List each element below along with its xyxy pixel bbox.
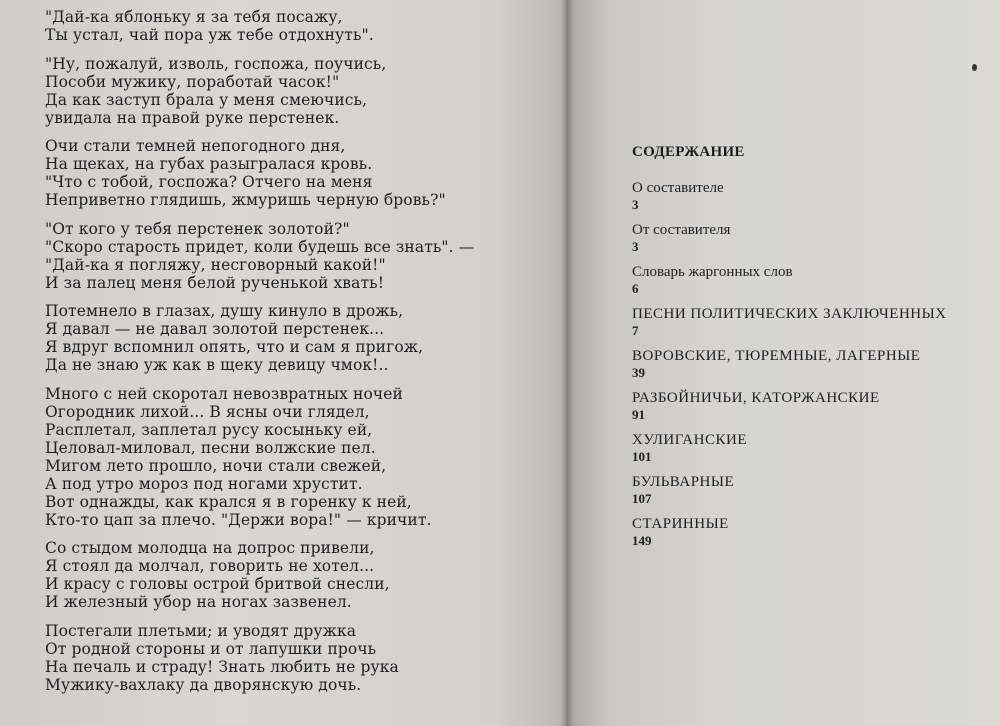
poem-line: увидала на правой руке перстенек. xyxy=(45,108,340,127)
poem-line: Мужику-вахлаку да дворянскую дочь. xyxy=(45,675,362,694)
poem-line: И красу с головы острой бритвой снесли, xyxy=(45,575,390,593)
poem-stanza xyxy=(45,302,535,374)
poem-line: А под утро мороз под ногами хрустит. xyxy=(45,474,363,493)
poem-line: Целовал-миловал, песни волжские пел. xyxy=(45,438,376,457)
toc-entry-page-number: 101 xyxy=(632,449,652,464)
poem-line: Потемнело в глазах, душу кинуло в дрожь, xyxy=(45,302,404,320)
toc-entry xyxy=(632,431,1000,464)
poem-line: "Что с тобой, госпожа? Отчего на меня xyxy=(45,173,373,191)
toc-entry-page-number: 107 xyxy=(632,491,652,506)
toc-entry-page-number: 91 xyxy=(632,407,645,422)
poem-line: Много с ней скоротал невозвратных ночей xyxy=(45,384,403,403)
book-gutter xyxy=(560,0,574,726)
toc-entry xyxy=(632,347,1000,380)
poem-line: На печаль и страду! Знать любить не рука xyxy=(45,657,399,676)
toc-entry-page-number: 39 xyxy=(632,365,645,380)
poem-line: Неприветно глядишь, жмуришь черную бровь?" xyxy=(45,191,446,209)
poem-line: "Дай-ка я погляжу, несговорный какой!" xyxy=(45,255,386,274)
toc-entry xyxy=(632,179,1000,212)
toc-entry-page-number: 3 xyxy=(632,239,639,254)
poem-line: На щеках, на губах разыгралася кровь. xyxy=(45,155,373,173)
poem-stanza xyxy=(45,539,535,611)
poem-line: От родной стороны и от лапушки прочь xyxy=(45,639,377,658)
toc-entry-title: О составителе xyxy=(632,180,724,196)
poem-stanza xyxy=(45,385,535,529)
poem-line: "От кого у тебя перстенек золотой?" xyxy=(45,219,350,238)
poem-stanza xyxy=(45,8,535,44)
toc-entry-page-number: 7 xyxy=(632,323,639,338)
toc-entry-title: ПЕСНИ ПОЛИТИЧЕСКИХ ЗАКЛЮЧЕННЫХ xyxy=(632,306,947,322)
poem-line: И железный убор на ногах зазвенел. xyxy=(45,593,352,611)
poem-line: Очи стали темней непогодного дня, xyxy=(45,137,346,155)
poem-line: Да как заступ брала у меня смеючись, xyxy=(45,90,368,109)
poem-line: Огородник лихой... В ясны очи глядел, xyxy=(45,402,370,421)
toc-entry xyxy=(632,389,1000,422)
toc-entry xyxy=(632,263,1000,296)
poem-stanza xyxy=(45,55,535,127)
poem-line: Расплетал, заплетал русу косыньку ей, xyxy=(45,420,373,439)
poem-line: Я вдруг вспомнил опять, что и сам я пригож, xyxy=(45,338,424,356)
poem-line: Со стыдом молодца на допрос привели, xyxy=(45,539,375,557)
poem-line: Я давал — не давал золотой перстенек... xyxy=(45,320,385,338)
toc-entry xyxy=(632,305,1000,338)
toc-entry-title: РАЗБОЙНИЧЬИ, КАТОРЖАНСКИЕ xyxy=(632,390,880,406)
poem-line: Мигом лето прошло, ночи стали свежей, xyxy=(45,456,387,475)
poem-line: Кто-то цап за плечо. "Держи вора!" — кричит. xyxy=(45,510,432,529)
toc-entry-title: БУЛЬВАРНЫЕ xyxy=(632,474,735,490)
toc-entry-title: ХУЛИГАНСКИЕ xyxy=(632,432,747,448)
poem-line: Пособи мужику, поработай часок!" xyxy=(45,72,340,91)
toc-heading: СОДЕРЖАНИЕ xyxy=(632,144,745,160)
toc-entry xyxy=(632,221,1000,254)
poem-line: "Ну, пожалуй, изволь, госпожа, поучись, xyxy=(45,54,387,73)
toc-entry-page-number: 149 xyxy=(632,533,652,548)
poem-line: Постегали плетьми; и уводят дружка xyxy=(45,621,357,640)
poem-line: Я стоял да молчал, говорить не хотел... xyxy=(45,557,375,575)
toc-entry-page-number: 3 xyxy=(632,197,639,212)
toc-entry-page-number: 6 xyxy=(632,281,639,296)
toc-entry-title: От составителя xyxy=(632,222,731,238)
toc-entry-title: Словарь жаргонных слов xyxy=(632,264,793,280)
poem-line: Да не знаю уж как в щеку девицу чмок!.. xyxy=(45,356,389,374)
toc-entry-title: ВОРОВСКИЕ, ТЮРЕМНЫЕ, ЛАГЕРНЫЕ xyxy=(632,348,921,364)
poem-line: "Скоро старость придет, коли будешь все знать". — xyxy=(45,237,475,256)
poem-stanza xyxy=(45,622,535,694)
toc-entry xyxy=(632,473,1000,506)
toc-list xyxy=(632,179,1000,548)
toc-entry-title: СТАРИННЫЕ xyxy=(632,516,729,532)
paper-speck xyxy=(972,64,977,71)
poem-line: И за палец меня белой рученькой хвать! xyxy=(45,273,385,292)
table-of-contents xyxy=(632,144,1000,557)
poem-line: "Дай-ка яблоньку я за тебя посажу, xyxy=(45,8,343,26)
toc-entry xyxy=(632,515,1000,548)
poem-text xyxy=(45,8,535,704)
poem-stanza xyxy=(45,220,535,292)
poem-line: Ты устал, чай пора уж тебе отдохнуть". xyxy=(45,26,374,44)
poem-line: Вот однажды, как крался я в горенку к ней, xyxy=(45,492,412,511)
poem-stanza xyxy=(45,137,535,209)
